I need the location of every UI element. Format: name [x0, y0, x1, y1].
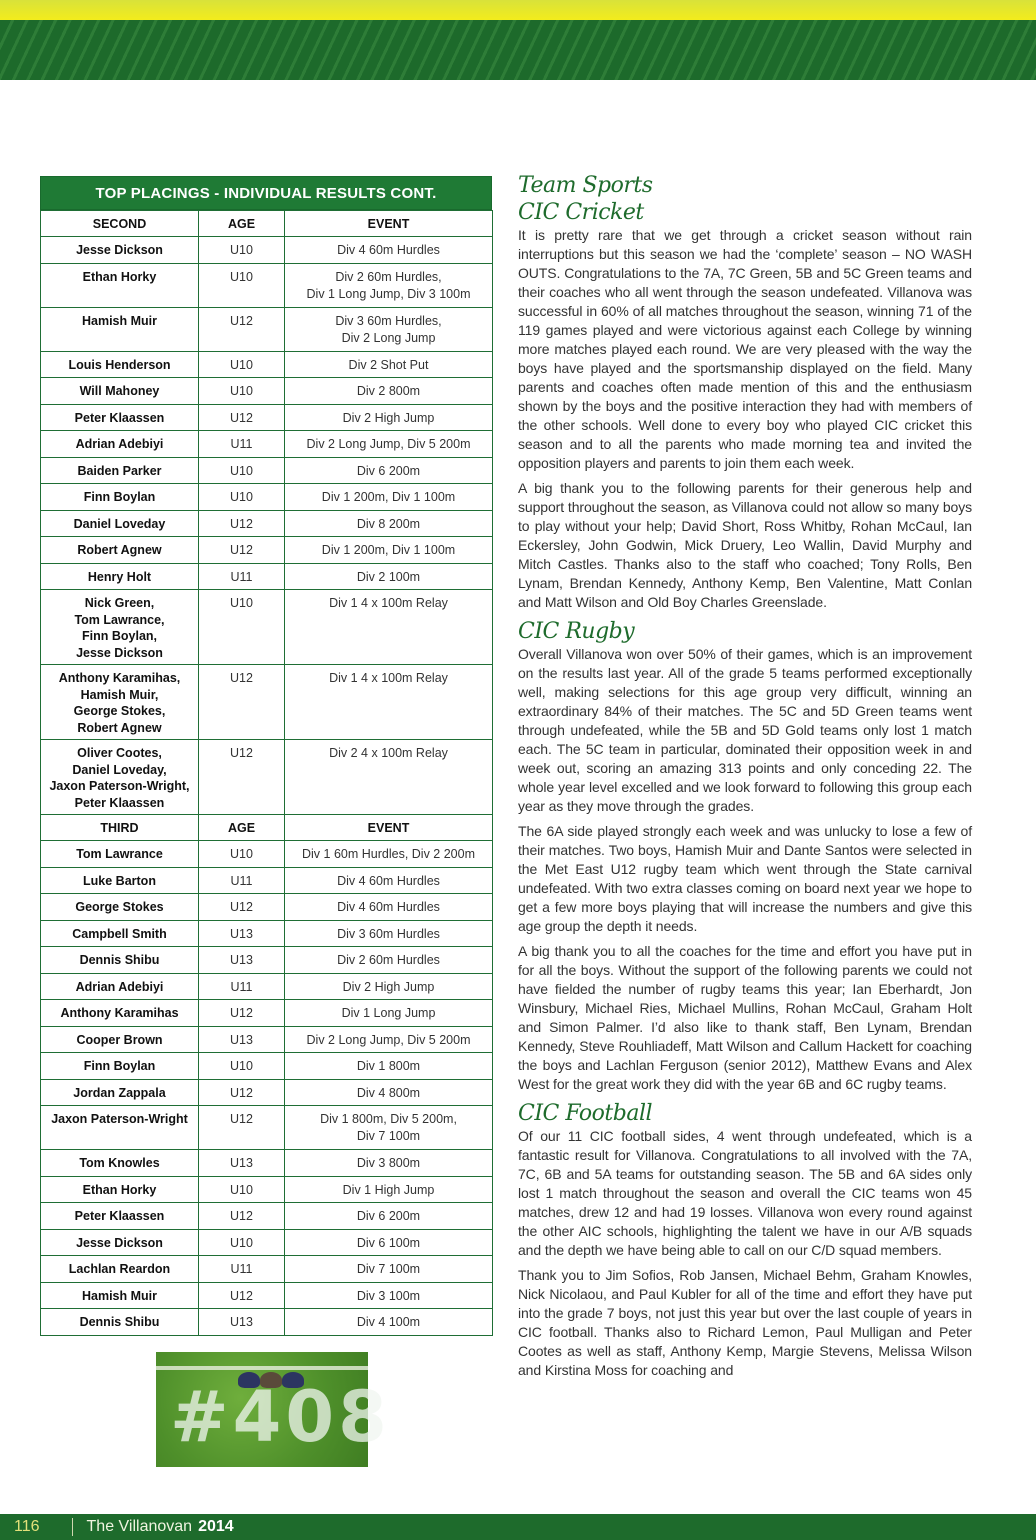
athlete-name: Adrian Adebiyi	[41, 431, 199, 458]
age-group: U10	[199, 263, 285, 307]
event-cell: Div 4 60m Hurdles	[285, 237, 493, 264]
age-group: U10	[199, 457, 285, 484]
age-group: U12	[199, 665, 285, 740]
table-row	[41, 431, 493, 458]
footer-band	[0, 1514, 1036, 1540]
article-column	[518, 172, 972, 1386]
athlete-name: Finn Boylan	[41, 484, 199, 511]
age-group: U11	[199, 431, 285, 458]
page-number: 116	[14, 1518, 40, 1535]
event-cell: Div 4 100m	[285, 1309, 493, 1336]
publication-year: 2014	[198, 1518, 234, 1535]
event-cell: Div 1 200m, Div 1 100m	[285, 484, 493, 511]
table-row	[41, 307, 493, 351]
event-cell: Div 2 60m Hurdles	[285, 947, 493, 974]
table-row	[41, 484, 493, 511]
results-table	[40, 176, 492, 1336]
event-cell: Div 6 200m	[285, 457, 493, 484]
event-cell: Div 6 100m	[285, 1229, 493, 1256]
age-group: U10	[199, 484, 285, 511]
column-header: THIRD	[41, 815, 199, 841]
event-cell: Div 1 High Jump	[285, 1176, 493, 1203]
age-group: U11	[199, 1256, 285, 1283]
athlete-name: Baiden Parker	[41, 457, 199, 484]
athlete-name: Jaxon Paterson-Wright	[41, 1106, 199, 1150]
table-row	[41, 237, 493, 264]
header-band	[0, 0, 1036, 80]
athlete-name: George Stokes	[41, 894, 199, 921]
event-cell: Div 8 200m	[285, 510, 493, 537]
event-cell: Div 1 800m	[285, 1053, 493, 1080]
athlete-name: Peter Klaassen	[41, 1203, 199, 1230]
table-row	[41, 351, 493, 378]
field-photo	[156, 1352, 391, 1467]
event-cell: Div 1 4 x 100m Relay	[285, 665, 493, 740]
heading-cricket: CIC Cricket	[518, 200, 644, 225]
athlete-name: Dennis Shibu	[41, 1309, 199, 1336]
age-group: U10	[199, 841, 285, 868]
athlete-name: Tom Knowles	[41, 1150, 199, 1177]
table-row	[41, 263, 493, 307]
table-row	[41, 947, 493, 974]
column-header: AGE	[199, 211, 285, 237]
athlete-name: Anthony Karamihas, Hamish Muir, George Stokes, Robert Agnew	[41, 665, 199, 740]
athlete-name: Ethan Horky	[41, 1176, 199, 1203]
event-cell: Div 3 60m Hurdles, Div 2 Long Jump	[285, 307, 493, 351]
age-group: U10	[199, 590, 285, 665]
table-row	[41, 590, 493, 665]
rugby-paragraph-3: A big thank you to all the coaches for the time and effort you have put in for all the boys. Without the support of the following parents we could not have fielded the number of rugby teams this year; Ian Eberhardt, Jon Winsbury, Michael Ries, Michael Mullins, Rohan McCaul, Graham Holt and Simon Palmer. I’d also like to thank staff, Ben Lynam, Brendan Kennedy, Steve Rouhliadeff, Matt Wilson and Callum Hackett for coaching the boys and Lachlan Ferguson (senior 2012), Matthew Evans and Alex West for the great work they did with the year 6B and 6C rugby teams.	[518, 943, 972, 1092]
table-row	[41, 665, 493, 740]
event-cell: Div 2 High Jump	[285, 404, 493, 431]
event-cell: Div 2 60m Hurdles, Div 1 Long Jump, Div 3 100m	[285, 263, 493, 307]
age-group: U12	[199, 1203, 285, 1230]
football-paragraph-1: Of our 11 CIC football sides, 4 went through undefeated, which is a fantastic result for Villanova. Congratulations to all involved with the 7A, 7C, 6B and 5A teams for outstanding season. The 5B and 6A sides only lost 1 match throughout the season and overall the CIC teams won 45 matches, drew 12 and had 19 losses. Villanova won every round against the other AIC schools, highlighting the talent we have in our A/B squads and the depth we have being able to call on our C/D squad members.	[518, 1128, 972, 1258]
age-group: U13	[199, 1026, 285, 1053]
age-group: U12	[199, 894, 285, 921]
column-header: EVENT	[285, 815, 493, 841]
athlete-name: Campbell Smith	[41, 920, 199, 947]
header-green-pattern	[0, 20, 1036, 80]
table-row	[41, 920, 493, 947]
table-row	[41, 841, 493, 868]
table-title: TOP PLACINGS - INDIVIDUAL RESULTS CONT.	[40, 176, 492, 210]
athlete-name: Hamish Muir	[41, 1282, 199, 1309]
table-row	[41, 510, 493, 537]
table-row	[41, 1000, 493, 1027]
event-cell: Div 1 Long Jump	[285, 1000, 493, 1027]
age-group: U11	[199, 973, 285, 1000]
table-row	[41, 1282, 493, 1309]
age-group: U13	[199, 1309, 285, 1336]
publication-name: The Villanovan	[86, 1518, 193, 1535]
age-group: U12	[199, 537, 285, 564]
table-row	[41, 867, 493, 894]
athlete-name: Robert Agnew	[41, 537, 199, 564]
event-cell: Div 4 60m Hurdles	[285, 867, 493, 894]
column-header: AGE	[199, 815, 285, 841]
age-group: U10	[199, 351, 285, 378]
athlete-name: Oliver Cootes, Daniel Loveday, Jaxon Paterson-Wright, Peter Klaassen	[41, 740, 199, 815]
event-cell: Div 2 Long Jump, Div 5 200m	[285, 431, 493, 458]
football-paragraph-2: Thank you to Jim Sofios, Rob Jansen, Michael Behm, Graham Knowles, Nick Nicolaou, and Paul Kubler for all of the time and effort they have put into the grade 7 boys, not just this year but over the last couple of years in CIC football. Thanks also to Richard Lemon, Paul Mulligan and Peter Cootes as well as staff, Anthony Kemp, Margie Stevens, Melissa Wilson and Kirstina Moss for coaching and	[518, 1267, 972, 1378]
heading-team-sports: Team Sports	[518, 173, 653, 198]
footer-divider	[72, 1518, 73, 1536]
age-group: U12	[199, 1282, 285, 1309]
table-row	[41, 1079, 493, 1106]
results-grid	[40, 210, 493, 1336]
rugby-paragraph-1: Overall Villanova won over 50% of their games, which is an improvement on the results last year. All of the grade 5 teams performed exceptionally well, making selections for this age group very difficult, winning an extraordinary 84% of their matches. The 5C and 5D Green teams went through undefeated, while the 5B and 5D Gold teams only lost 1 match each. The 5C team in particular, dominated their opposition week in and week out, scoring an amazing 313 points and only conceding 22. The whole year level excelled and we look forward to following this group each year as they move through the grades.	[518, 646, 972, 814]
age-group: U10	[199, 1229, 285, 1256]
athlete-name: Anthony Karamihas	[41, 1000, 199, 1027]
event-cell: Div 4 60m Hurdles	[285, 894, 493, 921]
table-row	[41, 1026, 493, 1053]
rugby-paragraph-2: The 6A side played strongly each week and was unlucky to lose a few of their matches. Two boys, Hamish Muir and Dante Santos were selected in the Met East U12 rugby team which went through the State carnival undefeated. With two extra classes coming on board next year we hope to get a few more boys playing that will increase the numbers and give this age group the depth it needs.	[518, 823, 972, 934]
event-cell: Div 3 800m	[285, 1150, 493, 1177]
age-group: U10	[199, 1053, 285, 1080]
table-header-row	[41, 211, 493, 237]
athlete-name: Hamish Muir	[41, 307, 199, 351]
column-header: SECOND	[41, 211, 199, 237]
athlete-name: Louis Henderson	[41, 351, 199, 378]
athlete-name: Jesse Dickson	[41, 237, 199, 264]
age-group: U10	[199, 237, 285, 264]
event-cell: Div 1 60m Hurdles, Div 2 200m	[285, 841, 493, 868]
table-row	[41, 973, 493, 1000]
table-row	[41, 1203, 493, 1230]
table-row	[41, 378, 493, 405]
athlete-name: Lachlan Reardon	[41, 1256, 199, 1283]
event-cell: Div 1 4 x 100m Relay	[285, 590, 493, 665]
table-row	[41, 1176, 493, 1203]
athlete-name: Adrian Adebiyi	[41, 973, 199, 1000]
event-cell: Div 7 100m	[285, 1256, 493, 1283]
event-cell: Div 2 4 x 100m Relay	[285, 740, 493, 815]
table-row	[41, 457, 493, 484]
age-group: U10	[199, 1176, 285, 1203]
age-group: U12	[199, 1000, 285, 1027]
athlete-name: Daniel Loveday	[41, 510, 199, 537]
athlete-name: Tom Lawrance	[41, 841, 199, 868]
table-row	[41, 1229, 493, 1256]
athlete-name: Cooper Brown	[41, 1026, 199, 1053]
age-group: U13	[199, 1150, 285, 1177]
table-row	[41, 404, 493, 431]
athlete-name: Jordan Zappala	[41, 1079, 199, 1106]
table-row	[41, 740, 493, 815]
event-cell: Div 3 60m Hurdles	[285, 920, 493, 947]
table-row	[41, 1053, 493, 1080]
athlete-name: Finn Boylan	[41, 1053, 199, 1080]
age-group: U12	[199, 740, 285, 815]
table-header-row	[41, 815, 493, 841]
event-cell: Div 3 100m	[285, 1282, 493, 1309]
athlete-name: Henry Holt	[41, 563, 199, 590]
table-row	[41, 1309, 493, 1336]
event-cell: Div 2 Shot Put	[285, 351, 493, 378]
event-cell: Div 1 800m, Div 5 200m, Div 7 100m	[285, 1106, 493, 1150]
table-row	[41, 894, 493, 921]
age-group: U12	[199, 1106, 285, 1150]
table-row	[41, 1106, 493, 1150]
athlete-name: Nick Green, Tom Lawrance, Finn Boylan, Jesse Dickson	[41, 590, 199, 665]
field-line	[156, 1366, 368, 1370]
column-header: EVENT	[285, 211, 493, 237]
event-cell: Div 2 100m	[285, 563, 493, 590]
athlete-name: Luke Barton	[41, 867, 199, 894]
age-group: U10	[199, 378, 285, 405]
header-yellow-stripe	[0, 0, 1036, 20]
age-group: U12	[199, 404, 285, 431]
athlete-name: Will Mahoney	[41, 378, 199, 405]
event-cell: Div 2 800m	[285, 378, 493, 405]
athlete-name: Ethan Horky	[41, 263, 199, 307]
athlete-name: Dennis Shibu	[41, 947, 199, 974]
cricket-paragraph-1: It is pretty rare that we get through a cricket season without rain interruptions but this season we had the ‘complete’ season – NO WASH OUTS. Congratulations to the 7A, 7C Green, 5B and 5C Green teams and their coaches who all went through the season undefeated. Villanova was successful in 60% of all matches throughout the season, winning 71 of the 119 games played and were victorious against each College by winning more matches played each round. We are very pleased with the way the boys have played and the sportsmanship displayed on the field. Many parents and coaches often made mention of this and the enthusiasm shown by the boys and the positive interaction they had with members of the other schools. Well done to every boy who played CIC cricket this season and to all the parents who made morning tea and invited the opposition players and parents to join them each week.	[518, 227, 972, 471]
event-cell: Div 1 200m, Div 1 100m	[285, 537, 493, 564]
age-group: U12	[199, 1079, 285, 1106]
age-group: U11	[199, 867, 285, 894]
cricket-paragraph-2: A big thank you to the following parents for their generous help and support throughout the season, as Villanova could not allow so many boys to play without your help; David Short, Ross Whitby, Rohan McCaul, Ian Eckersley, John Godwin, Mick Druery, Leo Wallin, David Murphy and Mitch Castles. Thanks also to the staff who coached; Tony Rolls, Ben Lynam, Brendan Kennedy, Anthony Kemp, Ben Valentine, Matt Conlan and Matt Wilson and Old Boy Charles Greenslade.	[518, 480, 972, 610]
age-group: U13	[199, 920, 285, 947]
heading-rugby: CIC Rugby	[518, 619, 635, 644]
athlete-name: Peter Klaassen	[41, 404, 199, 431]
age-group: U12	[199, 307, 285, 351]
table-row	[41, 563, 493, 590]
event-cell: Div 2 High Jump	[285, 973, 493, 1000]
event-cell: Div 6 200m	[285, 1203, 493, 1230]
table-row	[41, 1150, 493, 1177]
photo-text: #408	[170, 1376, 391, 1458]
age-group: U11	[199, 563, 285, 590]
event-cell: Div 2 Long Jump, Div 5 200m	[285, 1026, 493, 1053]
heading-football: CIC Football	[518, 1101, 653, 1126]
athlete-name: Jesse Dickson	[41, 1229, 199, 1256]
table-row	[41, 537, 493, 564]
table-row	[41, 1256, 493, 1283]
age-group: U12	[199, 510, 285, 537]
event-cell: Div 4 800m	[285, 1079, 493, 1106]
age-group: U13	[199, 947, 285, 974]
